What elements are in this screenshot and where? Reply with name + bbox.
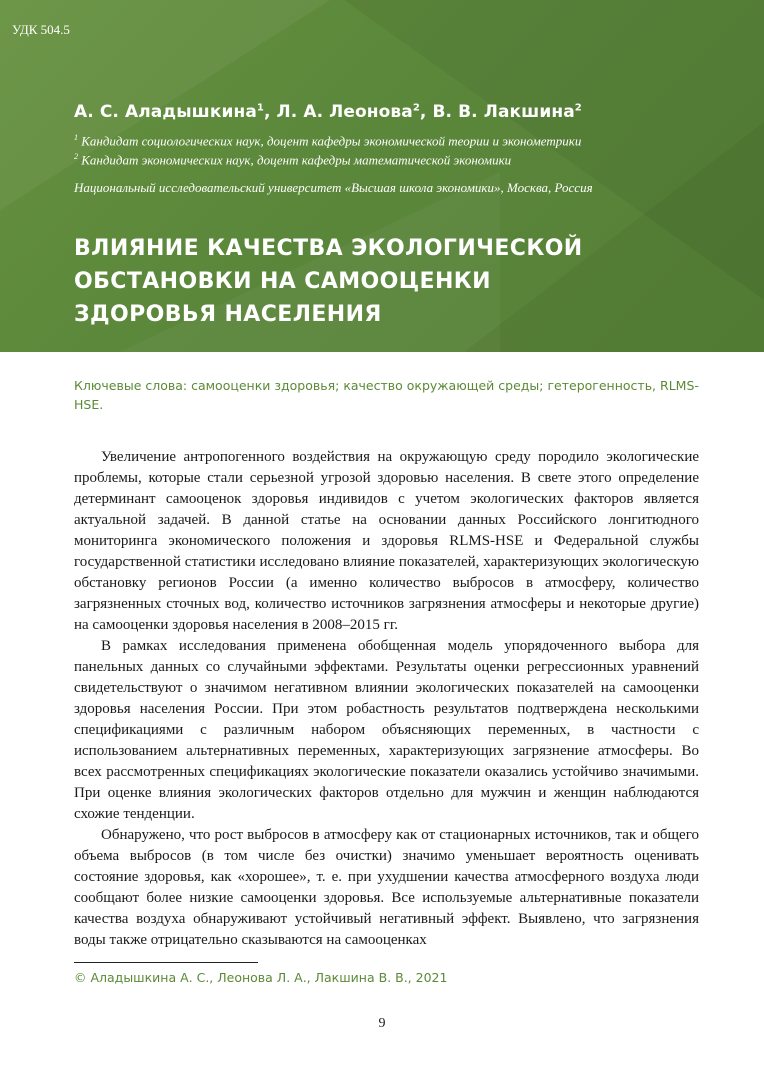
affiliation-text: Кандидат социологических наук, доцент кафедры экономической теории и эконометрики: [81, 133, 582, 149]
copyright-notice: © Аладышкина А. С., Леонова Л. А., Лакшина В. В., 2021: [74, 970, 448, 985]
affiliation-1: [74, 133, 581, 149]
author-sup: 2: [412, 102, 420, 114]
authors-line: А. С. Аладышкина$^1$, Л. А. Леонова$^2$, В. В. Лакшина$^2$: [74, 102, 582, 122]
footnote-rule: [74, 962, 258, 963]
article-title: [74, 232, 694, 331]
page-number: 9: [378, 1016, 386, 1031]
paragraph: Увеличение антропогенного воздействия на окружающую среду породило экологические проблемы, которые стали серьезной угрозой здоровью населения. В свете этого определение детерминант самооценок здоровья индивидов с учетом экологических факторов является актуальной задачей. В данной статье на основании данных Российского лонгитюдного мониторинга экономического положения и здоровья RLMS-HSE и Федеральной службы государственной статистики исследовано влияние показателей, характеризующих экологическую обстановку регионов России (а именно количество выбросов в атмосферу, количество загрязненных сточных вод, количество источников загрязнения атмосферы и некоторые другие) на самооценки здоровья населения в 2008–2015 гг.: [74, 449, 699, 633]
abstract-body: [74, 447, 699, 951]
author-sup: 2: [574, 102, 582, 114]
title-line: ОБСТАНОВКИ НА САМООЦЕНКИ: [74, 269, 491, 294]
affiliation-sup: 2: [74, 152, 78, 161]
institution: Национальный исследовательский университет «Высшая школа экономики», Москва, Россия: [74, 180, 593, 195]
author-sup: 1: [256, 102, 264, 114]
paragraph: Обнаружено, что рост выбросов в атмосферу как от стационарных источников, так и общего объема выбросов (в том числе без очистки) значимо уменьшает вероятность оценивать состояние здоровья, как «хорошее», т. е. при ухудшении качества атмосферного воздуха люди сообщают более низкие самооценки здоровья. Все используемые альтернативные показатели качества воздуха обнаруживают устойчивый негативный эффект. Выявлено, что загрязнения воды также отрицательно сказываются на самооценках: [74, 827, 699, 948]
header-band: [0, 0, 764, 352]
udk-code: УДК 504.5: [12, 22, 70, 37]
title-line: ЗДОРОВЬЯ НАСЕЛЕНИЯ: [74, 302, 382, 327]
affiliation-text: Кандидат экономических наук, доцент кафедры математической экономики: [81, 152, 512, 168]
paragraph: В рамках исследования применена обобщенная модель упорядоченного выбора для панельных данных со случайными эффектами. Результаты оценки регрессионных уравнений свидетельствуют о значимом негативном влиянии экологических показателей на самооценки здоровья населения России. При этом робастность результатов подтверждена несколькими спецификациями с различным набором объясняющих переменных, в частности с использованием альтернативных переменных, характеризующих загрязнение атмосферы. Во всех рассмотренных спецификациях экологические показатели оказались устойчиво значимыми. При оценке влияния экологических факторов отдельно для мужчин и женщин наблюдаются схожие тенденции.: [74, 638, 699, 822]
author-name: В. В. Лакшина: [432, 102, 575, 122]
keywords: Ключевые слова: самооценки здоровья; качество окружающей среды; гетерогенность, RLMS-HSE.: [74, 378, 699, 412]
affiliation-2: [74, 152, 511, 168]
title-line: ВЛИЯНИЕ КАЧЕСТВА ЭКОЛОГИЧЕСКОЙ: [74, 236, 583, 261]
affiliation-sup: 1: [74, 133, 78, 142]
author-name: А. С. Аладышкина: [74, 102, 257, 122]
author-name: Л. А. Леонова: [276, 102, 413, 122]
